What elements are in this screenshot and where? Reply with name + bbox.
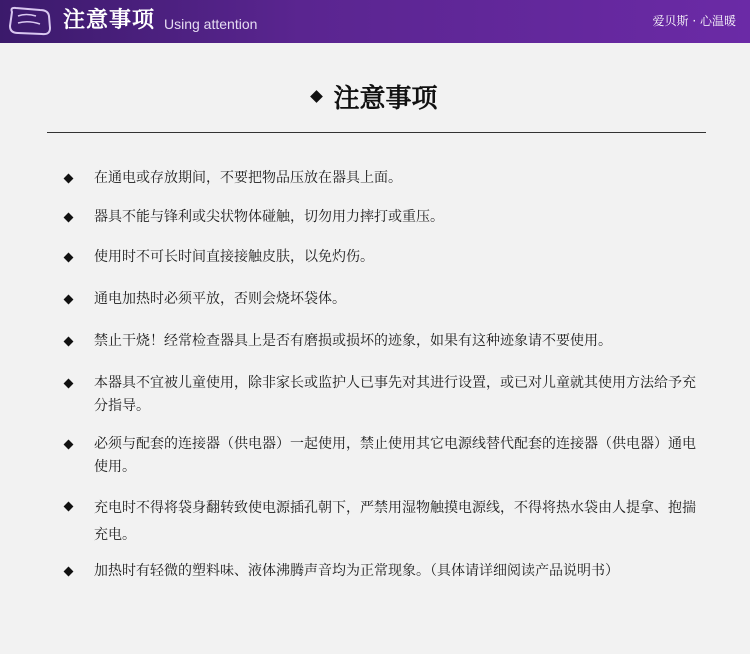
diamond-icon (64, 213, 74, 223)
brand-slogan: 爱贝斯 · 心温暖 (652, 14, 736, 28)
note-text: 器具不能与锋利或尖状物体碰触，切勿用力摔打或重压。 (94, 209, 444, 225)
list-item (63, 246, 713, 269)
list-item (63, 167, 713, 190)
list-item (63, 330, 713, 353)
diamond-icon (64, 567, 74, 577)
diamond-icon (64, 253, 74, 263)
note-text: 使用时不可长时间直接接触皮肤，以免灼伤。 (94, 249, 374, 265)
diamond-icon (64, 174, 74, 184)
note-text: 必须与配套的连接器（供电器）一起使用，禁止使用其它电源线替代配套的连接器（供电器）通电使用。 (94, 436, 696, 475)
list-item (63, 560, 713, 583)
note-text: 通电加热时必须平放，否则会烧坏袋体。 (94, 291, 346, 307)
note-text: 加热时有轻微的塑料味、液体沸腾声音均为正常现象。（具体请详细阅读产品说明书） (94, 563, 619, 579)
note-text: 在通电或存放期间，不要把物品压放在器具上面。 (94, 170, 402, 186)
note-text: 禁止干烧！经常检查器具上是否有磨损或损坏的迹象，如果有这种迹象请不要使用。 (94, 333, 612, 349)
section-title-text: 注意事项 (333, 84, 438, 114)
list-item (63, 433, 713, 479)
note-text: 本器具不宜被儿童使用，除非家长或监护人已事先对其进行设置，或已对儿童就其使用方法给予充分指导。 (94, 375, 696, 414)
list-item (63, 495, 713, 549)
diamond-icon (64, 502, 74, 512)
note-text: 充电时不得将袋身翻转致使电源插孔朝下，严禁用湿物触摸电源线，不得将热水袋由人提拿、抱揣充电。 (94, 500, 696, 543)
header-title: 注意事项 (63, 8, 156, 33)
list-item (63, 206, 713, 229)
diamond-icon (64, 295, 74, 305)
diamond-icon (64, 440, 74, 450)
header-subtitle: Using attention (164, 16, 258, 32)
list-item (63, 288, 713, 311)
list-item (63, 372, 713, 418)
diamond-icon (64, 337, 74, 347)
diamond-icon (64, 379, 74, 389)
